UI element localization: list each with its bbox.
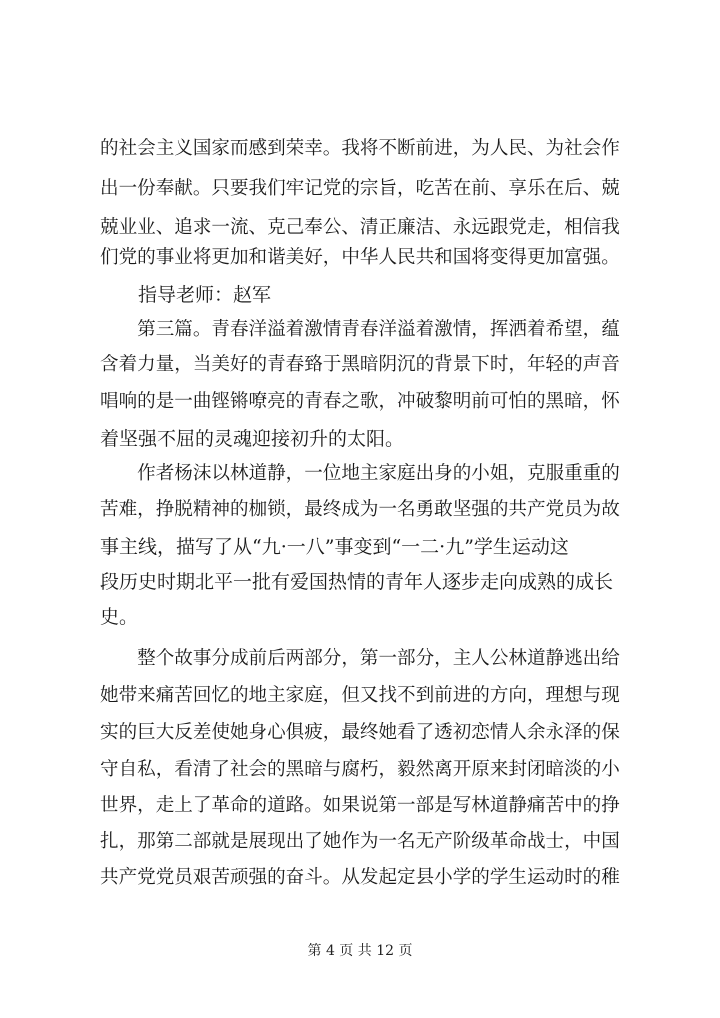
text-line-1: 的社会主义国家而感到荣幸。我将不断前进，为人民、为社会作 xyxy=(100,138,620,159)
text-line-3: 兢业业、追求一流、克己奉公、清正廉洁、永远跟党走，相信我 xyxy=(100,217,620,238)
text-line-6: 第三篇。青春洋溢着激情青春洋溢着激情，挥洒着希望，蕴 xyxy=(100,319,620,340)
text-line-15: 整个故事分成前后两部分，第一部分，主人公林道静逃出给 xyxy=(100,648,620,669)
text-line-16: 她带来痛苦回忆的地主家庭，但又找不到前进的方向，理想与现 xyxy=(100,685,620,706)
text-line-5: 指导老师：赵军 xyxy=(100,284,272,306)
text-line-18: 守自私，看清了社会的黑暗与腐朽，毅然离开原来封闭暗淡的小 xyxy=(100,759,620,780)
text-line-9: 着坚强不屈的灵魂迎接初升的太阳。 xyxy=(100,428,405,450)
text-line-7: 含着力量，当美好的青春臵于黑暗阴沉的背景下时，年轻的声音 xyxy=(100,354,620,375)
text-line-10: 作者杨沫以林道静，一位地主家庭出身的小姐，克服重重的 xyxy=(100,463,620,484)
text-line-11: 苦难，挣脱精神的枷锁，最终成为一名勇敢坚强的共产党员为故 xyxy=(100,499,620,520)
text-line-8: 唱响的是一曲铿锵嘹亮的青春之歌，冲破黎明前可怕的黑暗，怀 xyxy=(100,391,620,412)
text-line-21: 共产党党员艰苦顽强的奋斗。从发起定县小学的学生运动时的稚 xyxy=(100,867,620,888)
text-line-4: 们党的事业将更加和谐美好，中华人民共和国将变得更加富强。 xyxy=(100,247,620,268)
text-line-17: 实的巨大反差使她身心俱疲，最终她看了透初恋情人余永泽的保 xyxy=(100,722,620,743)
text-line-19: 世界，走上了革命的道路。如果说第一部是写林道静痛苦中的挣 xyxy=(100,795,620,816)
text-line-12: 事主线，描写了从“九·一八”事变到“一二·九”学生运动这 xyxy=(100,536,569,558)
text-line-14: 史。 xyxy=(100,606,139,628)
text-line-2: 出一份奉献。只要我们牢记党的宗旨，吃苦在前、享乐在后、兢 xyxy=(100,178,620,199)
page-number-footer: 第 4 页 共 12 页 xyxy=(307,943,413,959)
text-line-13: 段历史时期北平一批有爱国热情的青年人逐步走向成熟的成长 xyxy=(100,571,614,593)
text-line-20: 扎，那第二部就是展现出了她作为一名无产阶级革命战士，中国 xyxy=(100,831,620,852)
